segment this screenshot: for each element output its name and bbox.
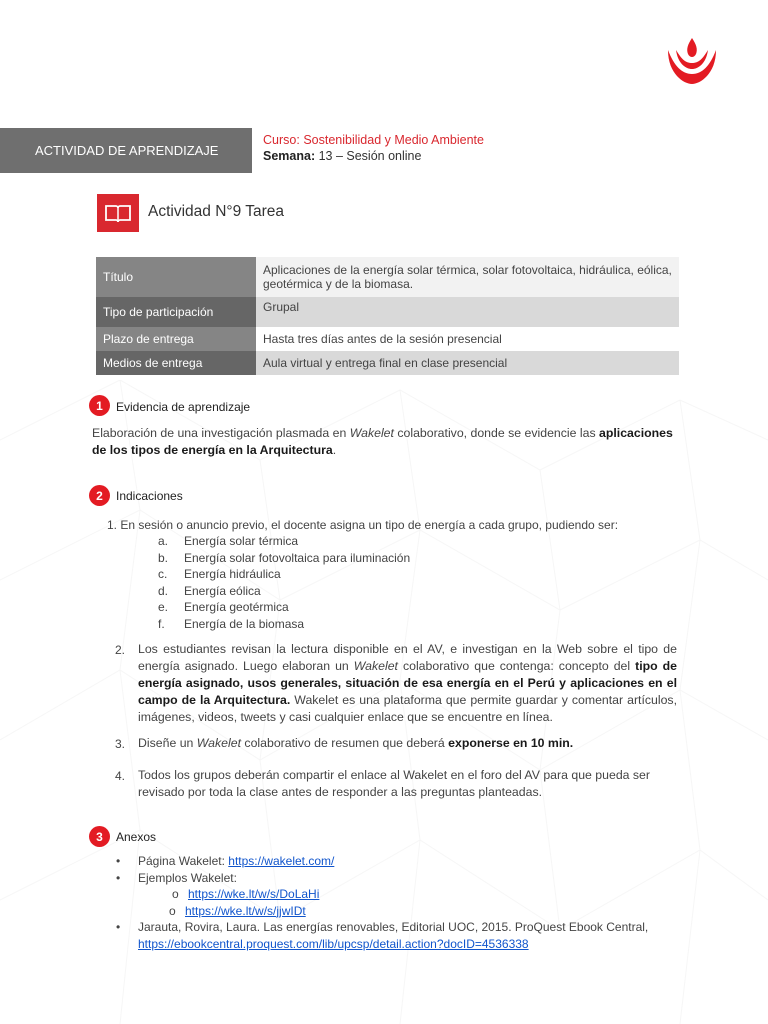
section-title: Indicaciones xyxy=(116,489,183,503)
list-item: Todos los grupos deberán compartir el enlace al Wakelet en el foro del AV para que pueda ser revisado por toda la clase antes de responder a las preguntas planteadas. xyxy=(138,768,650,799)
item-text: Energía de la biomasa xyxy=(184,616,305,631)
activity-banner xyxy=(0,128,252,173)
text: . xyxy=(332,443,337,457)
table-row xyxy=(96,257,679,297)
list-item xyxy=(116,886,678,903)
item-letter: b. xyxy=(158,550,169,565)
list-number: 4. xyxy=(115,769,126,783)
text: Wakelet es una plataforma que permite guardar y comentar artículos, imágenes, videos, tweets y casi cualquier enlace que se encuentre en línea. xyxy=(138,693,677,724)
list-item xyxy=(158,599,410,616)
course-info xyxy=(263,132,484,164)
section-number-badge: 3 xyxy=(89,826,110,847)
list-item xyxy=(116,853,678,870)
text: tipo de energía asignado, usos generales, situación de esa energía en el Perú y aplicaciones en el campo de la Arquitectura. xyxy=(138,659,677,707)
example-link-1[interactable]: https://wke.lt/w/s/DoLaHi xyxy=(188,887,320,901)
book-icon xyxy=(97,194,139,232)
text: Wakelet xyxy=(353,659,398,673)
text: Diseñe un xyxy=(138,736,197,750)
item-text: Energía solar fotovoltaica para iluminación xyxy=(184,550,411,565)
bullet-icon: • xyxy=(116,870,121,885)
bullet-icon: • xyxy=(116,920,121,934)
university-logo xyxy=(664,36,720,86)
text: Página Wakelet: xyxy=(138,854,229,868)
list-item xyxy=(116,919,678,952)
section-number-badge: 2 xyxy=(89,485,110,506)
text: exponerse en 10 min. xyxy=(448,736,574,750)
activity-info-table xyxy=(96,257,679,375)
ebook-link[interactable]: https://ebookcentral.proquest.com/lib/upcsp/detail.action?docID=4536338 xyxy=(138,936,529,951)
list-item xyxy=(158,566,410,583)
week-value: 13 – Sesión online xyxy=(318,149,422,163)
list-item xyxy=(158,550,410,567)
row-value: Aplicaciones de la energía solar térmica, solar fotovoltaica, hidráulica, eólica, geotérmica y de la biomasa. xyxy=(256,257,679,297)
bullet-icon: • xyxy=(116,854,121,868)
circle-bullet-icon: o xyxy=(169,903,176,918)
row-value: Aula virtual y entrega final en clase presencial xyxy=(256,351,679,375)
section-title: Evidencia de aprendizaje xyxy=(116,400,251,414)
item-text: Energía eólica xyxy=(184,583,261,598)
text: Ejemplos Wakelet: xyxy=(138,870,237,885)
table-row xyxy=(96,327,679,351)
row-key: Plazo de entrega xyxy=(96,327,256,351)
item-text: Energía geotérmica xyxy=(184,600,289,614)
list-item xyxy=(138,641,677,726)
text: Wakelet xyxy=(349,426,394,440)
example-link-2[interactable]: https://wke.lt/w/s/jjwIDt xyxy=(185,903,306,918)
item-letter: e. xyxy=(158,600,169,614)
text: colaborativo de resumen que deberá xyxy=(241,736,449,750)
week-label: Semana: xyxy=(263,149,316,163)
circle-bullet-icon: o xyxy=(172,887,179,901)
list-item xyxy=(158,616,410,633)
row-value: Hasta tres días antes de la sesión presencial xyxy=(256,327,679,351)
text: colaborativo, donde se evidencie las xyxy=(393,426,600,440)
item-letter: a. xyxy=(158,534,169,548)
text: Los estudiantes revisan la lectura disponible en el AV, e investigan en la Web sobre el tipo de energía asignado. Luego elaboran un xyxy=(138,642,677,673)
list-number: 2. xyxy=(115,643,126,657)
list-number: 3. xyxy=(115,737,126,751)
table-row xyxy=(96,297,679,327)
annex-list xyxy=(116,853,678,952)
section-number-badge: 1 xyxy=(89,395,110,416)
banner-text: ACTIVIDAD DE APRENDIZAJE xyxy=(35,143,219,158)
week-line xyxy=(263,148,484,164)
course-label: Curso: xyxy=(263,133,300,147)
list-item xyxy=(138,735,677,752)
course-line xyxy=(263,132,484,148)
list-item xyxy=(158,533,410,550)
item-text: Energía hidráulica xyxy=(184,567,281,581)
wakelet-link[interactable]: https://wakelet.com/ xyxy=(228,854,335,868)
sublist xyxy=(158,533,410,632)
item-text: Energía solar térmica xyxy=(184,534,299,548)
list-item xyxy=(116,903,678,920)
item-letter: d. xyxy=(158,583,169,598)
evidence-paragraph xyxy=(92,425,682,459)
row-value: Grupal xyxy=(256,297,679,327)
row-key: Tipo de participación xyxy=(96,297,256,327)
text: colaborativo que contenga: concepto del xyxy=(397,659,636,673)
activity-title: Actividad N°9 Tarea xyxy=(148,203,285,220)
item-letter: f. xyxy=(158,616,165,631)
row-key: Medios de entrega xyxy=(96,351,256,375)
text: Wakelet xyxy=(196,736,241,750)
section-title: Anexos xyxy=(116,830,157,844)
table-row xyxy=(96,351,679,375)
list-item xyxy=(158,583,410,600)
item-letter: c. xyxy=(158,567,168,581)
row-key: Título xyxy=(96,257,256,297)
text: Jarauta, Rovira, Laura. Las energías renovables, Editorial UOC, 2015. ProQuest Ebook Central, xyxy=(138,920,649,934)
list-item: 1. En sesión o anuncio previo, el docente asigna un tipo de energía a cada grupo, pudiendo ser: xyxy=(107,518,619,532)
course-name: Sostenibilidad y Medio Ambiente xyxy=(303,133,484,147)
text: Elaboración de una investigación plasmada en xyxy=(92,426,350,440)
reference-text xyxy=(138,919,648,952)
list-item xyxy=(116,870,678,887)
text: aplicaciones de los tipos de energía en la Arquitectura xyxy=(92,426,673,457)
